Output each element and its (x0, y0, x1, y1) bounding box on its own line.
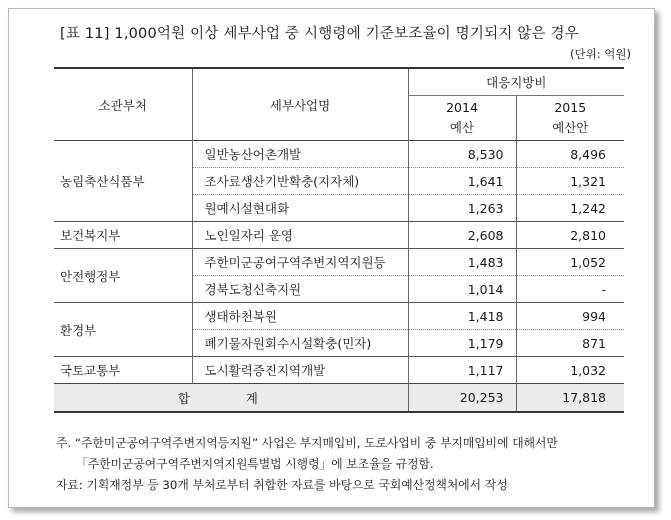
project-cell: 조사료생산기반확충(지자체) (192, 168, 408, 195)
dept-cell: 농림축산식품부 (60, 174, 145, 189)
dept-cell: 국토교통부 (54, 357, 192, 384)
header-2014 (408, 96, 516, 141)
value-2014-cell: 1,483 (408, 249, 516, 276)
value-2014-cell: 8,530 (408, 141, 516, 168)
total-label: 합 계 (54, 384, 408, 413)
header-project: 세부사업명 (192, 68, 408, 141)
value-2014-cell: 1,641 (408, 168, 516, 195)
value-2014-cell: 1,263 (408, 195, 516, 222)
value-2015-cell: 994 (516, 303, 624, 330)
project-cell: 주한미군공여구역주변지역지원등 (192, 249, 408, 276)
project-cell: 원예시설현대화 (192, 195, 408, 222)
source-line: 자료: 기획재정부 등 30개 부처로부터 취합한 자료를 바탕으로 국회예산정책처에서 작성 (56, 478, 508, 492)
value-2015-cell: 1,321 (516, 168, 624, 195)
header-2015 (516, 96, 624, 141)
footnotes (56, 433, 558, 496)
project-cell: 일반농산어촌개발 (192, 141, 408, 168)
dept-cell: 안전행정부 (54, 249, 192, 303)
table-title: [표 11] 1,000억원 이상 세부사업 중 시행령에 기준보조율이 명기되지 않은 경우 (60, 26, 579, 42)
footnote-line: 「주한미군공여구역주변지역지원특별법 시행령」에 보조율을 규정함. (76, 457, 434, 471)
subsidy-table (54, 67, 624, 413)
header-dept: 소관부처 (98, 97, 147, 113)
value-2015-cell: 8,496 (516, 141, 624, 168)
value-2014-cell: 1,014 (408, 276, 516, 303)
value-2014-cell: 1,117 (408, 357, 516, 384)
total-2015-cell: 17,818 (516, 384, 624, 413)
value-2015-cell: 871 (516, 330, 624, 357)
header-subsidy: 대응지방비 (408, 68, 624, 96)
project-cell: 경북도청신축지원 (192, 276, 408, 303)
project-cell: 생태하천복원 (192, 303, 408, 330)
project-cell: 폐기물자원회수시설확충(민자) (192, 330, 408, 357)
value-2015-cell: 2,810 (516, 222, 624, 249)
value-2015-cell: 1,032 (516, 357, 624, 384)
header-2014-type: 예산 (449, 120, 475, 135)
dept-cell: 보건복지부 (54, 222, 192, 249)
header-2015-year: 2015 (554, 100, 587, 115)
value-2014-cell: 2,608 (408, 222, 516, 249)
footnote-line: 주. “주한미군공여구역주변지역등지원” 사업은 부지매입비, 도로사업비 중 부지매입비에 대해서만 (56, 436, 558, 450)
unit-label: (단위: 억원) (570, 47, 631, 61)
value-2014-cell: 1,179 (408, 330, 516, 357)
value-2014-cell: 1,418 (408, 303, 516, 330)
total-2014-cell: 20,253 (408, 384, 516, 413)
header-2015-type: 예산안 (552, 120, 589, 135)
header-2014-year: 2014 (446, 100, 478, 115)
value-2015-cell: 1,242 (516, 195, 624, 222)
value-2015-cell: - (516, 276, 624, 303)
dept-cell: 환경부 (54, 303, 192, 357)
project-cell: 노인일자리 운영 (192, 222, 408, 249)
project-cell: 도시활력증진지역개발 (192, 357, 408, 384)
value-2015-cell: 1,052 (516, 249, 624, 276)
